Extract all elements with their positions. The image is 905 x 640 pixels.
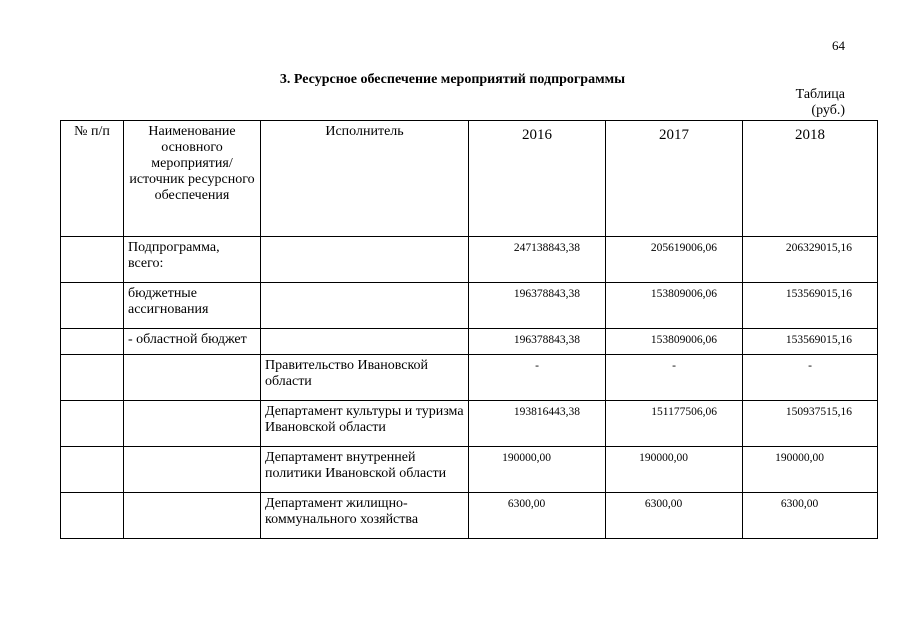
table-row bbox=[61, 401, 878, 447]
header-num: № п/п bbox=[61, 121, 124, 237]
header-executor: Исполнитель bbox=[261, 121, 469, 237]
table-caption-label: Таблица bbox=[795, 87, 845, 102]
cell-num bbox=[61, 493, 124, 539]
cell-2016: 6300,00 bbox=[469, 493, 606, 539]
cell-name bbox=[124, 447, 261, 493]
cell-name bbox=[124, 401, 261, 447]
cell-num bbox=[61, 401, 124, 447]
cell-name bbox=[124, 355, 261, 401]
table-header-row bbox=[61, 121, 878, 237]
header-name: Наименование основного мероприятия/ источник ресурсного обеспечения bbox=[124, 121, 261, 237]
cell-2018: 150937515,16 bbox=[743, 401, 878, 447]
page-number: 64 bbox=[832, 38, 845, 53]
resource-table bbox=[60, 120, 878, 539]
cell-name bbox=[124, 493, 261, 539]
table-row bbox=[61, 329, 878, 355]
table-caption-unit: (руб.) bbox=[811, 103, 845, 118]
cell-executor bbox=[261, 329, 469, 355]
cell-executor: Правительство Ивановской области bbox=[261, 355, 469, 401]
cell-num bbox=[61, 237, 124, 283]
cell-executor: Департамент культуры и туризма Ивановской области bbox=[261, 401, 469, 447]
cell-num bbox=[61, 447, 124, 493]
cell-2016: 190000,00 bbox=[469, 447, 606, 493]
document-title: 3. Ресурсное обеспечение мероприятий подпрограммы bbox=[279, 72, 626, 87]
cell-name: - областной бюджет bbox=[124, 329, 261, 355]
cell-2018: 190000,00 bbox=[743, 447, 878, 493]
cell-num bbox=[61, 355, 124, 401]
cell-2016: 196378843,38 bbox=[469, 329, 606, 355]
cell-num bbox=[61, 329, 124, 355]
table-row bbox=[61, 493, 878, 539]
cell-2016: 193816443,38 bbox=[469, 401, 606, 447]
cell-2017: 153809006,06 bbox=[606, 329, 743, 355]
cell-2017: 153809006,06 bbox=[606, 283, 743, 329]
cell-2018: - bbox=[743, 355, 878, 401]
cell-2018: 153569015,16 bbox=[743, 329, 878, 355]
cell-2017: - bbox=[606, 355, 743, 401]
cell-2017: 151177506,06 bbox=[606, 401, 743, 447]
cell-2017: 6300,00 bbox=[606, 493, 743, 539]
cell-2016: 247138843,38 bbox=[469, 237, 606, 283]
header-year-2016: 2016 bbox=[469, 121, 606, 237]
table-row bbox=[61, 283, 878, 329]
cell-name: Подпрограмма, всего: bbox=[124, 237, 261, 283]
cell-executor: Департамент внутренней политики Ивановской области bbox=[261, 447, 469, 493]
cell-2016: 196378843,38 bbox=[469, 283, 606, 329]
table-row bbox=[61, 237, 878, 283]
cell-executor: Департамент жилищно-коммунального хозяйства bbox=[261, 493, 469, 539]
cell-executor bbox=[261, 237, 469, 283]
cell-2018: 6300,00 bbox=[743, 493, 878, 539]
cell-2018: 153569015,16 bbox=[743, 283, 878, 329]
header-year-2017: 2017 bbox=[606, 121, 743, 237]
cell-2017: 205619006,06 bbox=[606, 237, 743, 283]
cell-2016: - bbox=[469, 355, 606, 401]
table-row bbox=[61, 355, 878, 401]
cell-num bbox=[61, 283, 124, 329]
table-caption bbox=[796, 87, 845, 119]
cell-executor bbox=[261, 283, 469, 329]
table-row bbox=[61, 447, 878, 493]
cell-name: бюджетные ассигнования bbox=[124, 283, 261, 329]
cell-2017: 190000,00 bbox=[606, 447, 743, 493]
cell-2018: 206329015,16 bbox=[743, 237, 878, 283]
header-year-2018: 2018 bbox=[743, 121, 878, 237]
